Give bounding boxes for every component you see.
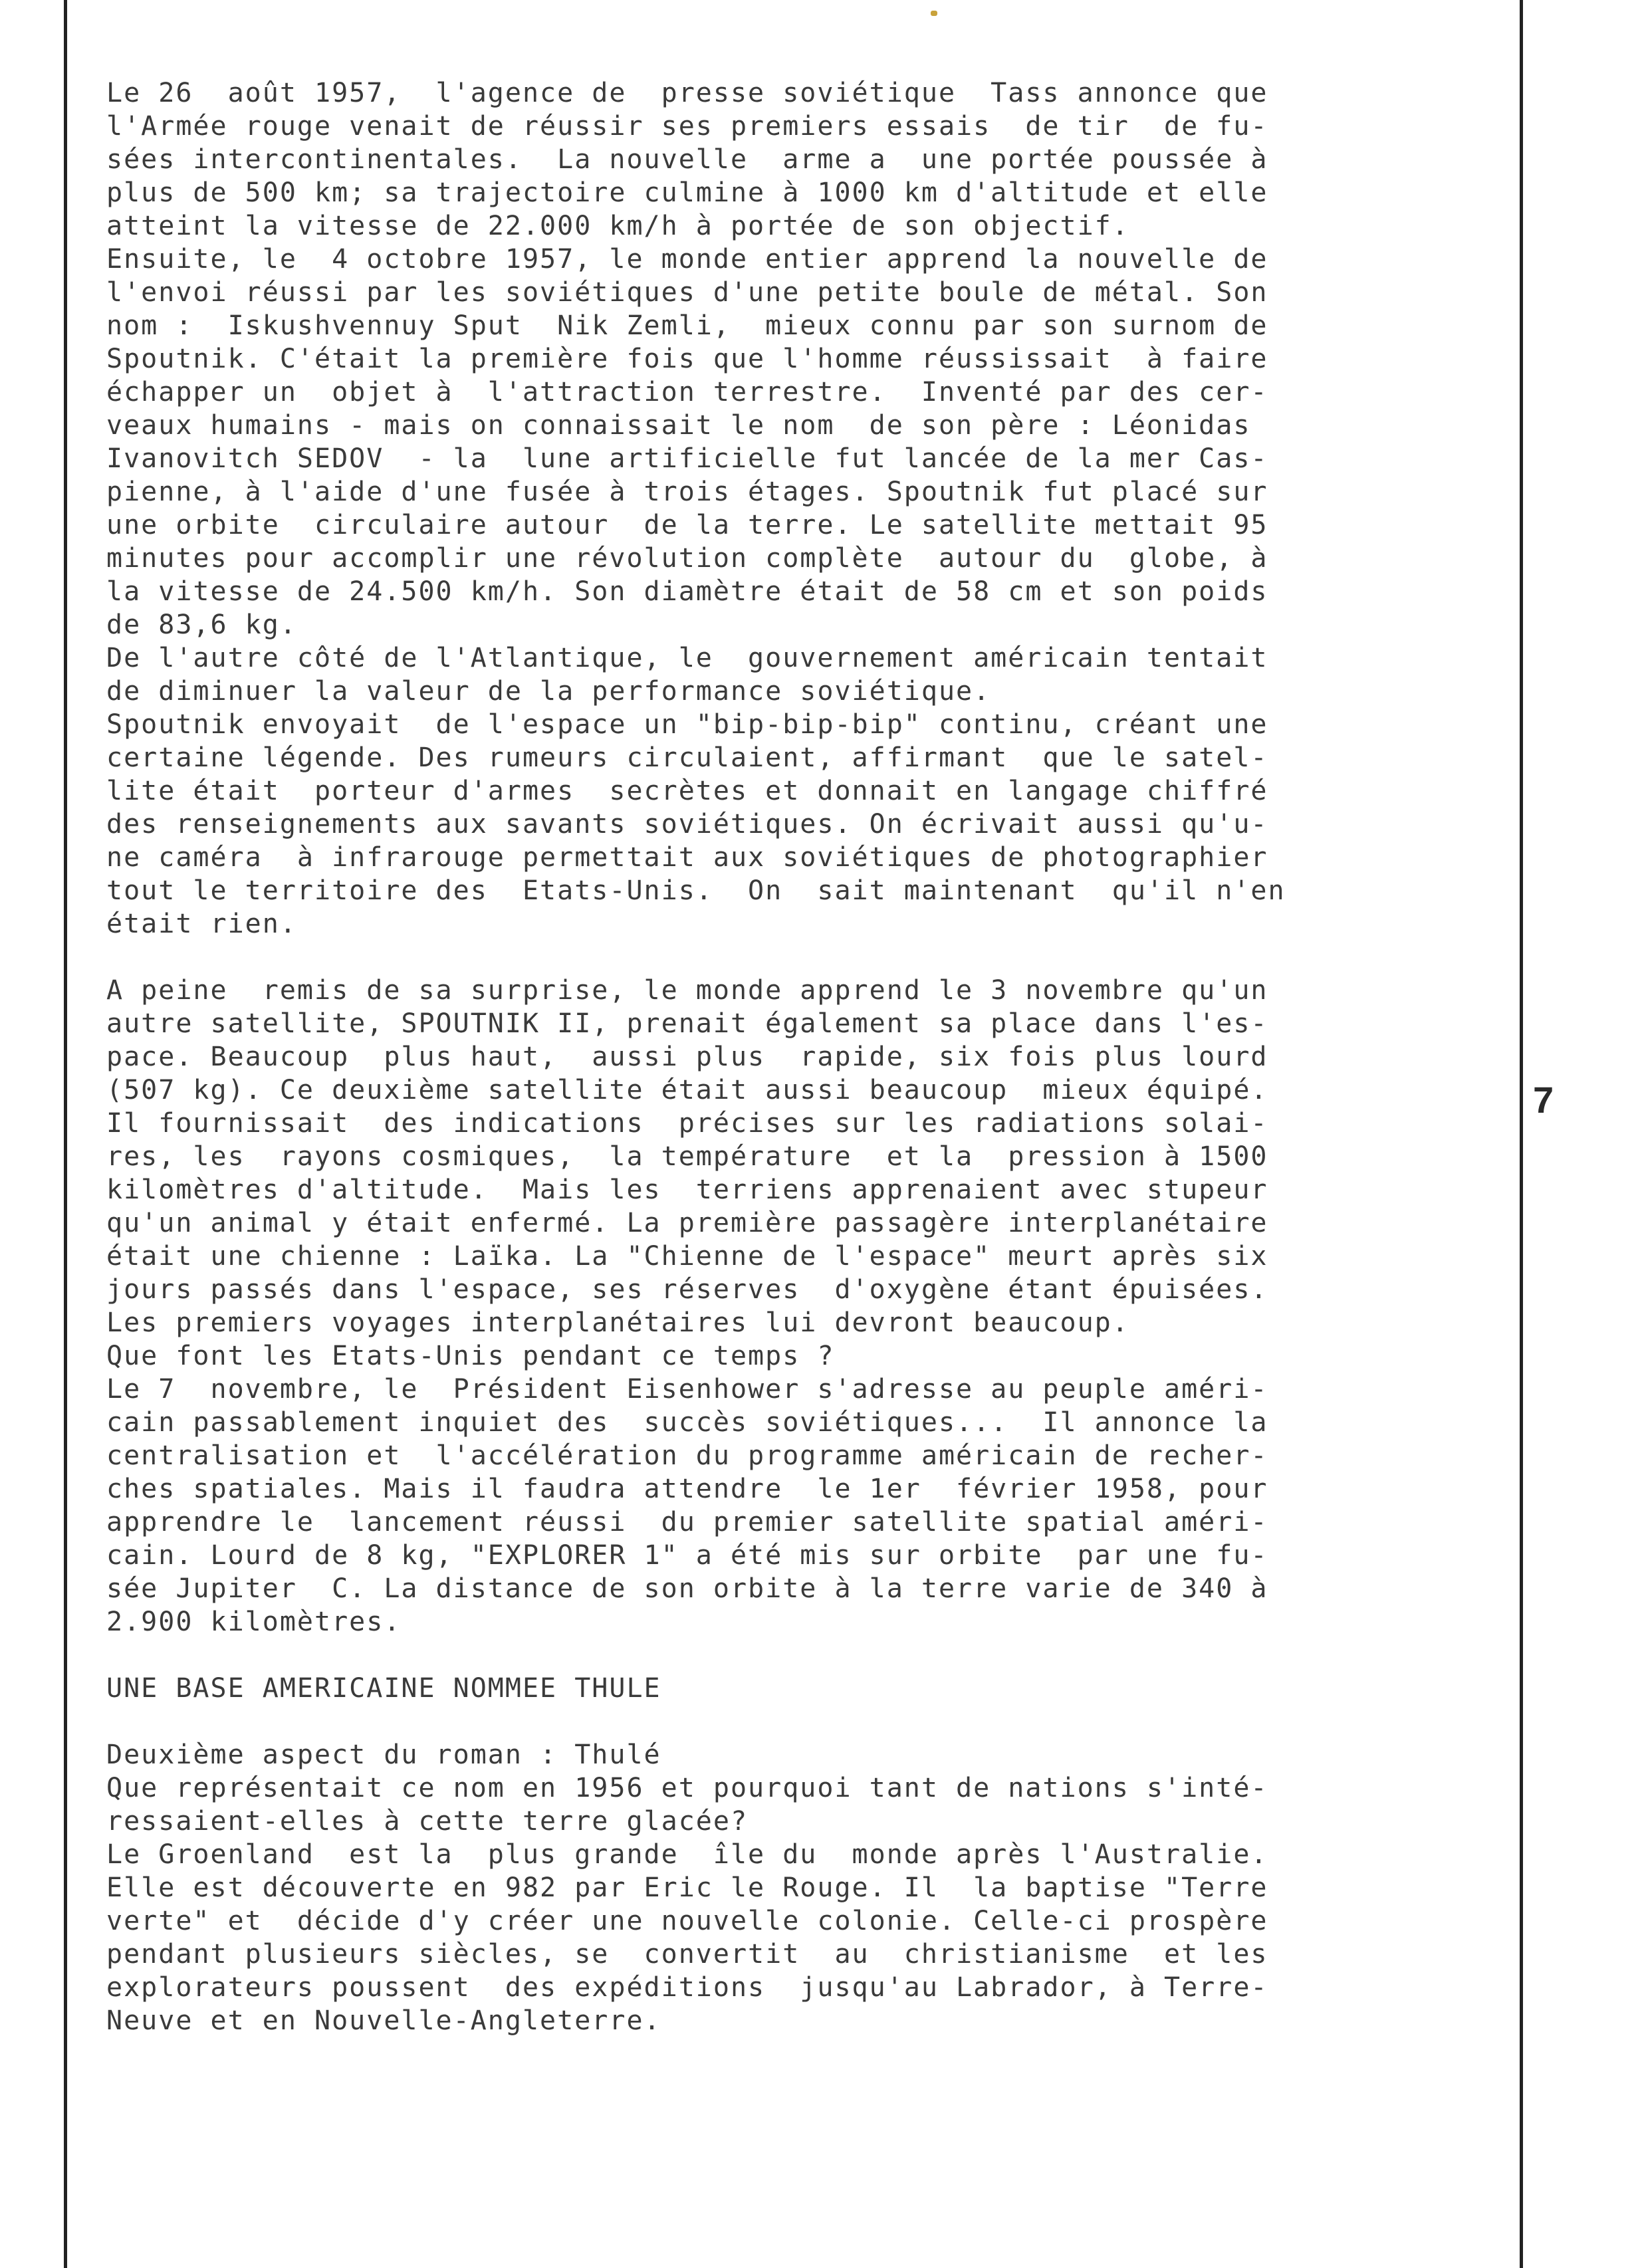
text-line: ne caméra à infrarouge permettait aux soviétiques de photographier bbox=[106, 842, 1268, 873]
text-line: 2.900 kilomètres. bbox=[106, 1607, 402, 1637]
text-line: Que font les Etats-Unis pendant ce temps ? bbox=[106, 1341, 835, 1371]
text-line: A peine remis de sa surprise, le monde apprend le 3 novembre qu'un bbox=[106, 975, 1268, 1006]
text-line: une orbite circulaire autour de la terre. Le satellite mettait 95 bbox=[106, 510, 1268, 540]
text-line: plus de 500 km; sa trajectoire culmine à 1000 km d'altitude et elle bbox=[106, 177, 1268, 208]
text-line: pace. Beaucoup plus haut, aussi plus rapide, six fois plus lourd bbox=[106, 1042, 1268, 1072]
text-line: (507 kg). Ce deuxième satellite était aussi beaucoup mieux équipé. bbox=[106, 1075, 1268, 1105]
text-line: était une chienne : Laïka. La "Chienne de l'espace" meurt après six bbox=[106, 1241, 1268, 1272]
paragraph bbox=[106, 243, 1462, 641]
text-line: minutes pour accomplir une révolution complète autour du globe, à bbox=[106, 543, 1268, 574]
paragraph bbox=[106, 76, 1462, 243]
text-line: la vitesse de 24.500 km/h. Son diamètre était de 58 cm et son poids bbox=[106, 576, 1268, 607]
text-line: explorateurs poussent des expéditions jusqu'au Labrador, à Terre- bbox=[106, 1972, 1268, 2003]
paragraph bbox=[106, 1838, 1462, 2037]
text-line: Deuxième aspect du roman : Thulé bbox=[106, 1740, 661, 1770]
text-line: autre satellite, SPOUTNIK II, prenait également sa place dans l'es- bbox=[106, 1008, 1268, 1039]
text-line: ressaient-elles à cette terre glacée? bbox=[106, 1806, 749, 1837]
right-border-line bbox=[1520, 0, 1523, 2268]
top-ink-mark bbox=[931, 11, 937, 16]
paragraph bbox=[106, 641, 1462, 708]
text-line: Spoutnik. C'était la première fois que l'homme réussissait à faire bbox=[106, 344, 1268, 374]
document-body bbox=[106, 76, 1462, 2037]
paragraph bbox=[106, 708, 1462, 941]
text-line: Le 26 août 1957, l'agence de presse soviétique Tass annonce que bbox=[106, 78, 1268, 108]
text-line: lite était porteur d'armes secrètes et donnait en langage chiffré bbox=[106, 776, 1268, 806]
text-line: veaux humains - mais on connaissait le nom de son père : Léonidas bbox=[106, 410, 1251, 441]
text-line: nom : Iskushvennuy Sput Nik Zemli, mieux connu par son surnom de bbox=[106, 310, 1268, 341]
text-line: Neuve et en Nouvelle-Angleterre. bbox=[106, 2005, 661, 2036]
blank-line bbox=[106, 1705, 1462, 1738]
text-line: tout le territoire des Etats-Unis. On sait maintenant qu'il n'en bbox=[106, 875, 1286, 906]
paragraph bbox=[106, 974, 1462, 1339]
paragraph bbox=[106, 1738, 1462, 1771]
text-line: Le Groenland est la plus grande île du monde après l'Australie. bbox=[106, 1839, 1268, 1870]
blank-line bbox=[106, 941, 1462, 974]
left-border-line bbox=[64, 0, 67, 2268]
text-line: centralisation et l'accélération du programme américain de recher- bbox=[106, 1440, 1268, 1471]
page-number: 7 bbox=[1533, 1079, 1554, 1121]
text-line: de diminuer la valeur de la performance soviétique. bbox=[106, 676, 991, 707]
text-line: l'Armée rouge venait de réussir ses premiers essais de tir de fu- bbox=[106, 111, 1268, 142]
text-line: qu'un animal y était enfermé. La première passagère interplanétaire bbox=[106, 1208, 1268, 1238]
text-line: Que représentait ce nom en 1956 et pourquoi tant de nations s'inté- bbox=[106, 1773, 1268, 1803]
text-line: des renseignements aux savants soviétiques. On écrivait aussi qu'u- bbox=[106, 809, 1268, 840]
text-line: était rien. bbox=[106, 909, 297, 939]
text-line: verte" et décide d'y créer une nouvelle colonie. Celle-ci prospère bbox=[106, 1906, 1268, 1936]
text-line: cain passablement inquiet des succès soviétiques... Il annonce la bbox=[106, 1407, 1268, 1438]
text-line: Les premiers voyages interplanétaires lui devront beaucoup. bbox=[106, 1307, 1129, 1338]
text-line: cain. Lourd de 8 kg, "EXPLORER 1" a été mis sur orbite par une fu- bbox=[106, 1540, 1268, 1571]
text-line: sées intercontinentales. La nouvelle arme a une portée poussée à bbox=[106, 144, 1268, 175]
text-line: certaine légende. Des rumeurs circulaient, affirmant que le satel- bbox=[106, 742, 1268, 773]
text-line: pendant plusieurs siècles, se convertit au christianisme et les bbox=[106, 1939, 1268, 1970]
text-line: Ivanovitch SEDOV - la lune artificielle fut lancée de la mer Cas- bbox=[106, 443, 1268, 474]
text-line: Le 7 novembre, le Président Eisenhower s'adresse au peuple améri- bbox=[106, 1374, 1268, 1405]
text-line: Elle est découverte en 982 par Eric le Rouge. Il la baptise "Terre bbox=[106, 1872, 1268, 1903]
text-line: res, les rayons cosmiques, la température et la pression à 1500 bbox=[106, 1141, 1268, 1172]
paragraph bbox=[106, 1339, 1462, 1373]
text-line: sée Jupiter C. La distance de son orbite à la terre varie de 340 à bbox=[106, 1573, 1268, 1604]
text-line: pienne, à l'aide d'une fusée à trois étages. Spoutnik fut placé sur bbox=[106, 477, 1268, 507]
paragraph bbox=[106, 1373, 1462, 1639]
text-line: jours passés dans l'espace, ses réserves d'oxygène étant épuisées. bbox=[106, 1274, 1268, 1305]
paragraph bbox=[106, 1672, 1462, 1705]
paragraph bbox=[106, 1771, 1462, 1838]
text-line: De l'autre côté de l'Atlantique, le gouvernement américain tentait bbox=[106, 643, 1268, 673]
text-line: l'envoi réussi par les soviétiques d'une petite boule de métal. Son bbox=[106, 277, 1268, 308]
text-line: Il fournissait des indications précises sur les radiations solai- bbox=[106, 1108, 1268, 1139]
text-line: UNE BASE AMERICAINE NOMMEE THULE bbox=[106, 1673, 661, 1704]
text-line: échapper un objet à l'attraction terrestre. Inventé par des cer- bbox=[106, 377, 1268, 407]
text-line: atteint la vitesse de 22.000 km/h à portée de son objectif. bbox=[106, 211, 1129, 241]
text-line: Ensuite, le 4 octobre 1957, le monde entier apprend la nouvelle de bbox=[106, 244, 1268, 275]
text-line: apprendre le lancement réussi du premier satellite spatial améri- bbox=[106, 1507, 1268, 1537]
text-line: Spoutnik envoyait de l'espace un "bip-bip-bip" continu, créant une bbox=[106, 709, 1268, 740]
blank-line bbox=[106, 1639, 1462, 1672]
text-line: ches spatiales. Mais il faudra attendre le 1er février 1958, pour bbox=[106, 1474, 1268, 1504]
text-line: kilomètres d'altitude. Mais les terriens apprenaient avec stupeur bbox=[106, 1175, 1268, 1205]
text-line: de 83,6 kg. bbox=[106, 610, 297, 640]
